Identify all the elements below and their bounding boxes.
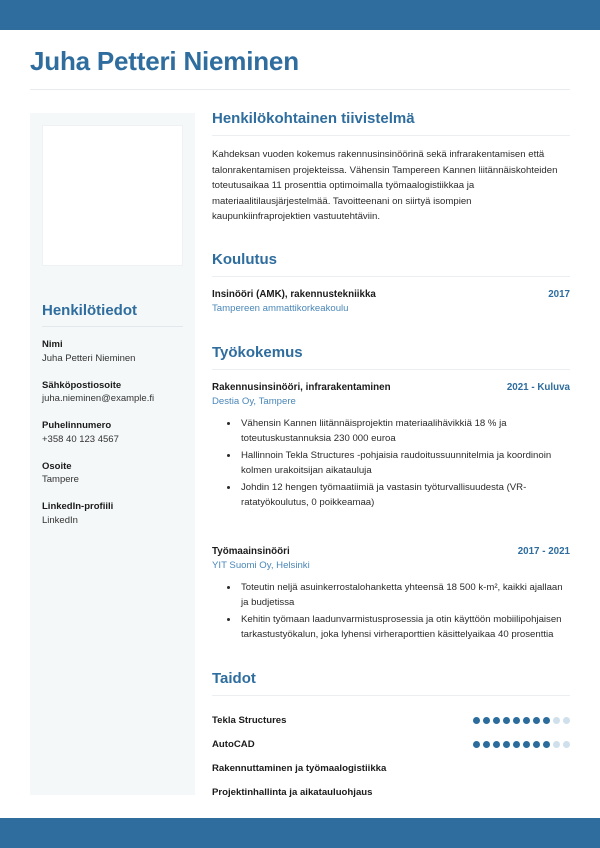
contact-item-linkedin: [42, 500, 183, 528]
skill-row: [212, 781, 570, 805]
section-summary: [212, 110, 570, 225]
section-title-summary: Henkilökohtainen tiivistelmä: [212, 110, 415, 127]
profile-photo-placeholder: [42, 125, 183, 266]
contact-label: Puhelinnumero: [42, 420, 112, 432]
experience-job-title: Työmaainsinööri: [212, 545, 290, 557]
contact-list: [42, 338, 183, 528]
rating-dot-filled: [483, 717, 490, 724]
contact-label: Nimi: [42, 339, 63, 350]
contact-item-name: [42, 338, 183, 366]
name-divider: [30, 89, 570, 90]
section-education: [212, 251, 570, 340]
rating-dot-empty: [553, 717, 560, 724]
education-institution: Tampereen ammattikorkeakoulu: [212, 302, 349, 314]
sidebar: [30, 113, 195, 795]
education-entry: [212, 289, 570, 314]
spacer: [212, 314, 570, 340]
skill-rating-1: [473, 741, 570, 748]
experience-bullet-list: [212, 416, 570, 511]
skill-row: [212, 709, 570, 733]
rating-dot-filled: [503, 741, 510, 748]
experience-job-title: Rakennusinsinööri, infrarakentaminen: [212, 381, 391, 393]
skill-label: Projektinhallinta ja aikatauluohjaus: [212, 787, 373, 799]
bottom-accent-bar: [0, 818, 600, 848]
rating-dot-filled: [493, 717, 500, 724]
experience-date: 2017 - 2021: [517, 545, 570, 557]
contact-item-phone: [42, 419, 183, 447]
rating-dot-filled: [473, 741, 480, 748]
education-date: 2017: [548, 288, 570, 300]
skill-row: [212, 757, 570, 781]
section-divider: [212, 135, 570, 136]
page-title: Juha Petteri Nieminen: [30, 46, 299, 76]
skill-row: [212, 733, 570, 757]
list-item: • Johdin 12 hengen työmaatiimiä ja vastasin työturvallisuudesta (VR-ratatyökoulutus, 0 poikkeamaa): [239, 480, 570, 511]
section-divider: [212, 695, 570, 696]
experience-employer: Destia Oy, Tampere: [212, 395, 296, 407]
section-divider: [212, 369, 570, 370]
contact-label: Sähköpostiosoite: [42, 379, 122, 391]
skill-label: Tekla Structures: [212, 715, 287, 727]
contact-value: +358 40 123 4567: [42, 433, 119, 445]
name-header: [30, 47, 570, 90]
rating-dot-empty: [563, 741, 570, 748]
spacer: [212, 644, 570, 666]
rating-dot-filled: [473, 717, 480, 724]
section-title-skills: Taidot: [212, 669, 256, 687]
experience-bullet-list: [212, 580, 570, 643]
list-item: • Vähensin Kannen liitännäisprojektin materiaalihävikkiä 18 % ja toteutuskustannuksia 230 000 euroa: [239, 416, 570, 447]
list-item: • Kehitin työmaan laadunvarmistusprosessia ja otin käyttöön mobiilipohjaisen tarkastustyökalun, joka lyhensi virheraporttien käsittelyaikaa 40 prosenttia: [239, 612, 570, 643]
sidebar-section-divider: [42, 326, 183, 327]
rating-dot-filled: [513, 717, 520, 724]
education-degree: Insinööri (AMK), rakennustekniikka: [212, 288, 376, 300]
spacer: [212, 512, 570, 534]
contact-value: Juha Petteri Nieminen: [42, 352, 136, 364]
experience-date: 2021 - Kuluva: [506, 381, 570, 393]
section-title-education: Koulutus: [212, 250, 277, 268]
section-divider: [212, 276, 570, 277]
experience-entry: [212, 546, 570, 643]
experience-employer: YIT Suomi Oy, Helsinki: [212, 559, 310, 571]
rating-dot-filled: [483, 741, 490, 748]
skill-label: AutoCAD: [212, 739, 255, 751]
summary-text: Kahdeksan vuoden kokemus rakennusinsinöörinä sekä infrarakentamisen että talonrakentamisen projekteissa. Vähensin Tampereen Kannen liitännäiskohteiden toteutusaikaa 11 prosenttia optimoimalla työmaalogistiikkaa ja materiaalitilausjärjestelmää. Tavoitteenani on siirtyä isompien kaupunkiinfraprojektien vastuutehtäviin.: [212, 149, 558, 223]
skill-rating-0: [473, 717, 570, 724]
contact-value: Tampere: [42, 474, 79, 486]
main-content: [212, 110, 570, 809]
section-skills: [212, 670, 570, 805]
contact-value[interactable]: LinkedIn: [42, 514, 78, 526]
contact-label: Osoite: [42, 460, 72, 472]
contact-item-address: [42, 460, 183, 488]
list-item: • Hallinnoin Tekla Structures -pohjaisia raudoitussuunnitelmia ja koordinoin kolmen urakoitsijan aikatauluja: [239, 448, 570, 479]
rating-dot-filled: [533, 717, 540, 724]
contact-value: juha.nieminen@example.fi: [42, 393, 155, 405]
experience-entry-head: [212, 546, 570, 557]
contact-label: LinkedIn-profiili: [42, 501, 114, 513]
experience-entry-head: [212, 382, 570, 393]
rating-dot-filled: [503, 717, 510, 724]
rating-dot-empty: [563, 717, 570, 724]
section-title-experience: Työkokemus: [212, 343, 303, 361]
rating-dot-filled: [533, 741, 540, 748]
rating-dot-filled: [523, 741, 530, 748]
list-item: • Toteutin neljä asuinkerrostalohanketta yhteensä 18 500 k-m², kaikki ajallaan ja budjetissa: [239, 580, 570, 611]
rating-dot-empty: [553, 741, 560, 748]
rating-dot-filled: [493, 741, 500, 748]
skills-list: [212, 709, 570, 805]
skill-label: Rakennuttaminen ja työmaalogistiikka: [212, 763, 387, 775]
rating-dot-filled: [523, 717, 530, 724]
rating-dot-filled: [543, 741, 550, 748]
contact-item-email: [42, 379, 183, 407]
top-accent-bar: [0, 0, 600, 30]
sidebar-section-title-personal-details: Henkilötiedot: [42, 302, 138, 319]
education-entry-head: [212, 289, 570, 300]
rating-dot-filled: [543, 717, 550, 724]
experience-entry: [212, 382, 570, 511]
section-experience: [212, 344, 570, 666]
rating-dot-filled: [513, 741, 520, 748]
